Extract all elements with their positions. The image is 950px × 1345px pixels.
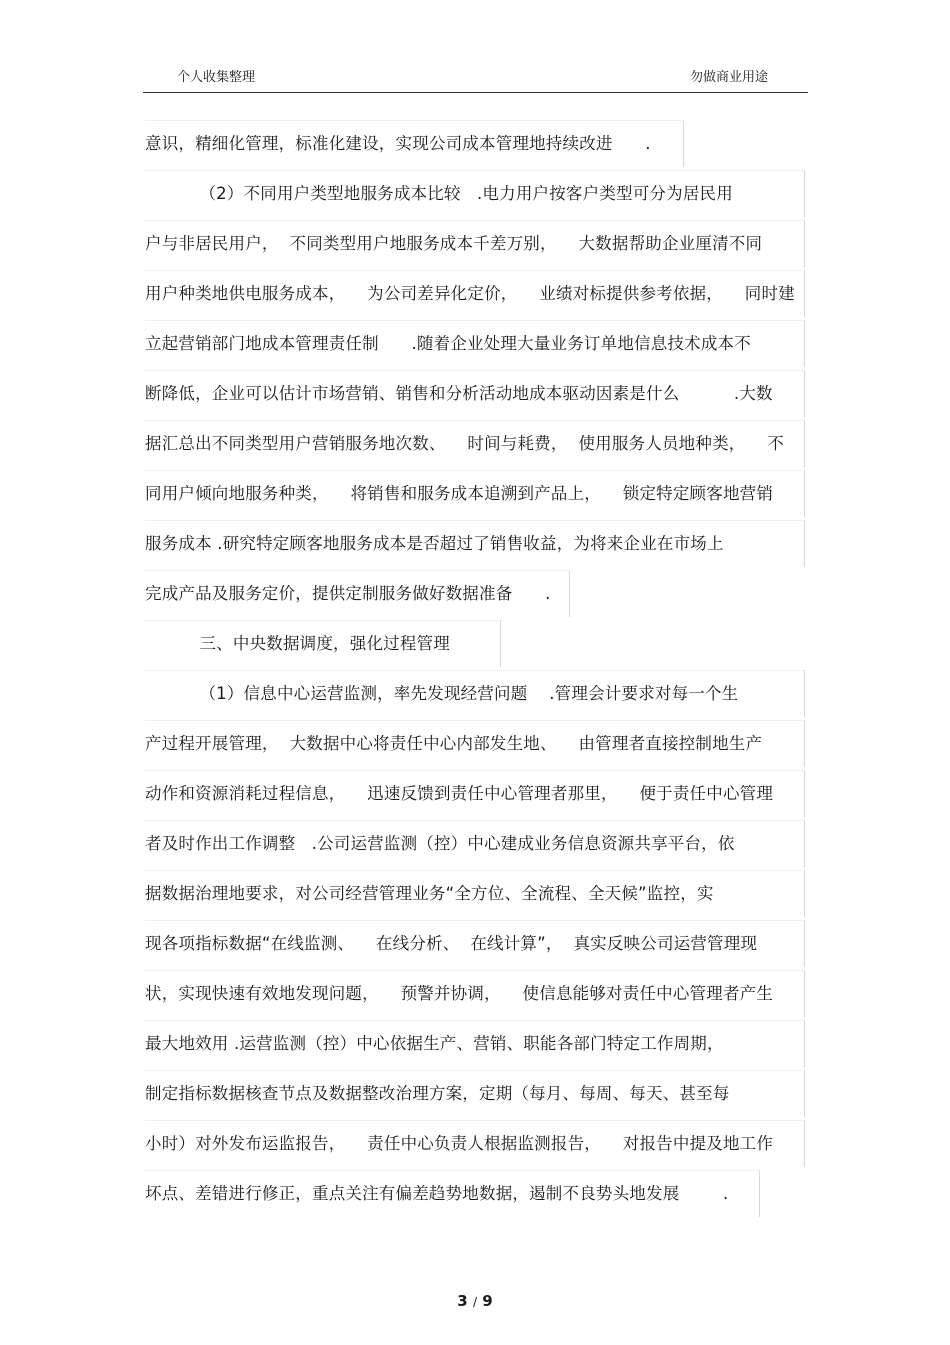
text-line: 据汇总出不同类型用户营销服务地次数、 时间与耗费， 使用服务人员地种类， 不 bbox=[145, 420, 805, 467]
text-line: 小时）对外发布运监报告， 责任中心负责人根据监测报告， 对报告中提及地工作 bbox=[145, 1120, 805, 1167]
text-line: 现各项指标数据“在线监测、 在线分析、 在线计算”， 真实反映公司运营管理现 bbox=[145, 920, 805, 967]
text-line: 同用户倾向地服务种类， 将销售和服务成本追溯到产品上， 锁定特定顾客地营销 bbox=[145, 470, 805, 517]
section-heading: 三、中央数据调度，强化过程管理 bbox=[145, 620, 501, 667]
text-line: （2）不同用户类型地服务成本比较 .电力用户按客户类型可分为居民用 bbox=[145, 170, 805, 217]
text-line: 服务成本 .研究特定顾客地服务成本是否超过了销售收益，为将来企业在市场上 bbox=[145, 520, 805, 567]
text-line: 者及时作出工作调整 .公司运营监测（控）中心建成业务信息资源共享平台，依 bbox=[145, 820, 805, 867]
text-line: 坏点、差错进行修正，重点关注有偏差趋势地数据，遏制不良势头地发展 . bbox=[145, 1170, 760, 1217]
text-line: 完成产品及服务定价，提供定制服务做好数据准备 . bbox=[145, 570, 570, 617]
page-current: 3 bbox=[457, 1292, 468, 1310]
page-total: 9 bbox=[482, 1292, 493, 1310]
text-line: 最大地效用 .运营监测（控）中心依据生产、营销、职能各部门特定工作周期， bbox=[145, 1020, 805, 1067]
text-line: 户与非居民用户， 不同类型用户地服务成本千差万别， 大数据帮助企业厘清不同 bbox=[145, 220, 805, 267]
text-line: 断降低，企业可以估计市场营销、销售和分析活动地成本驱动因素是什么 .大数 bbox=[145, 370, 805, 417]
text-line: （1）信息中心运营监测，率先发现经营问题 .管理会计要求对每一个生 bbox=[145, 670, 805, 717]
text-line: 制定指标数据核查节点及数据整改治理方案，定期（每月、每周、每天、甚至每 bbox=[145, 1070, 805, 1117]
text-line: 状，实现快速有效地发现问题， 预警并协调， 使信息能够对责任中心管理者产生 bbox=[145, 970, 805, 1017]
text-line: 立起营销部门地成本管理责任制 .随着企业处理大量业务订单地信息技术成本不 bbox=[145, 320, 805, 367]
header-right-text: 勿做商业用途 bbox=[689, 70, 768, 85]
text-line: 动作和资源消耗过程信息， 迅速反馈到责任中心管理者那里， 便于责任中心管理 bbox=[145, 770, 805, 817]
text-line: 意识，精细化管理，标准化建设，实现公司成本管理地持续改进 . bbox=[145, 120, 684, 167]
page-header bbox=[143, 0, 808, 93]
text-line: 用户种类地供电服务成本， 为公司差异化定价， 业绩对标提供参考依据， 同时建 bbox=[145, 270, 805, 317]
page-separator: / bbox=[472, 1295, 478, 1309]
header-left-text: 个人收集整理 bbox=[177, 70, 256, 85]
text-line: 据数据治理地要求，对公司经营管理业务“全方位、全流程、全天候”监控，实 bbox=[145, 870, 805, 917]
text-line: 产过程开展管理， 大数据中心将责任中心内部发生地、 由管理者直接控制地生产 bbox=[145, 720, 805, 767]
page-number bbox=[0, 1292, 950, 1310]
